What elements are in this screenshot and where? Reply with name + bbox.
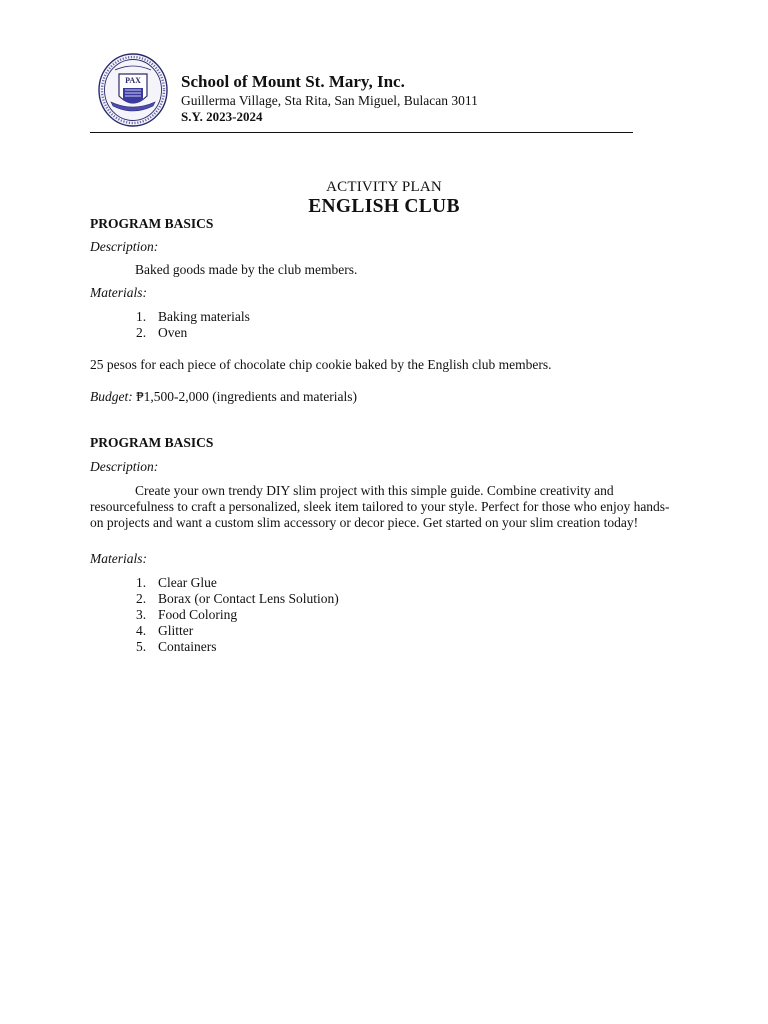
section1-pricing: 25 pesos for each piece of chocolate chip cookie baked by the English club members.	[90, 357, 552, 372]
budget-label: Budget:	[90, 389, 133, 404]
club-title: ENGLISH CLUB	[308, 196, 460, 217]
section2-materials-label: Materials:	[90, 551, 147, 566]
section1-materials-label: Materials:	[90, 285, 147, 300]
list-item: 1. Clear Glue	[136, 575, 217, 590]
section1-description: Baked goods made by the club members.	[135, 262, 358, 277]
list-item: 2. Borax (or Contact Lens Solution)	[136, 591, 339, 606]
list-item: 3. Food Coloring	[136, 607, 238, 622]
section2-heading: PROGRAM BASICS	[90, 435, 214, 450]
section2-description-label: Description:	[90, 459, 159, 474]
list-item: 2. Oven	[136, 325, 188, 340]
school-header	[181, 72, 478, 124]
school-address: Guillerma Village, Sta Rita, San Miguel, Bulacan 3011	[181, 93, 478, 108]
header-divider	[90, 132, 633, 133]
list-item: 1. Baking materials	[136, 309, 250, 324]
section1-description-label: Description:	[90, 239, 159, 254]
budget-value: ₱1,500-2,000 (ingredients and materials)	[132, 389, 357, 404]
activity-plan-label: ACTIVITY PLAN	[326, 179, 442, 195]
list-item: 5. Containers	[136, 639, 217, 654]
section1-budget	[90, 389, 680, 405]
school-seal-logo	[97, 52, 169, 128]
seal-text: PAX	[125, 76, 141, 85]
section1-heading: PROGRAM BASICS	[90, 216, 214, 231]
school-name: School of Mount St. Mary, Inc.	[181, 72, 405, 91]
list-item: 4. Glitter	[136, 623, 194, 638]
section1-materials-list	[136, 309, 250, 341]
section2-materials-list	[136, 575, 339, 655]
section2-description: Create your own trendy DIY slim project with this simple guide. Combine creativity and resourcefulness to craft a personalized, sleek item tailored to your style. Perfect for those who enjoy hands-on projects and want a custom slim accessory or decor piece. Get started on your slim creation today!	[90, 483, 670, 530]
school-year: S.Y. 2023-2024	[181, 109, 263, 124]
